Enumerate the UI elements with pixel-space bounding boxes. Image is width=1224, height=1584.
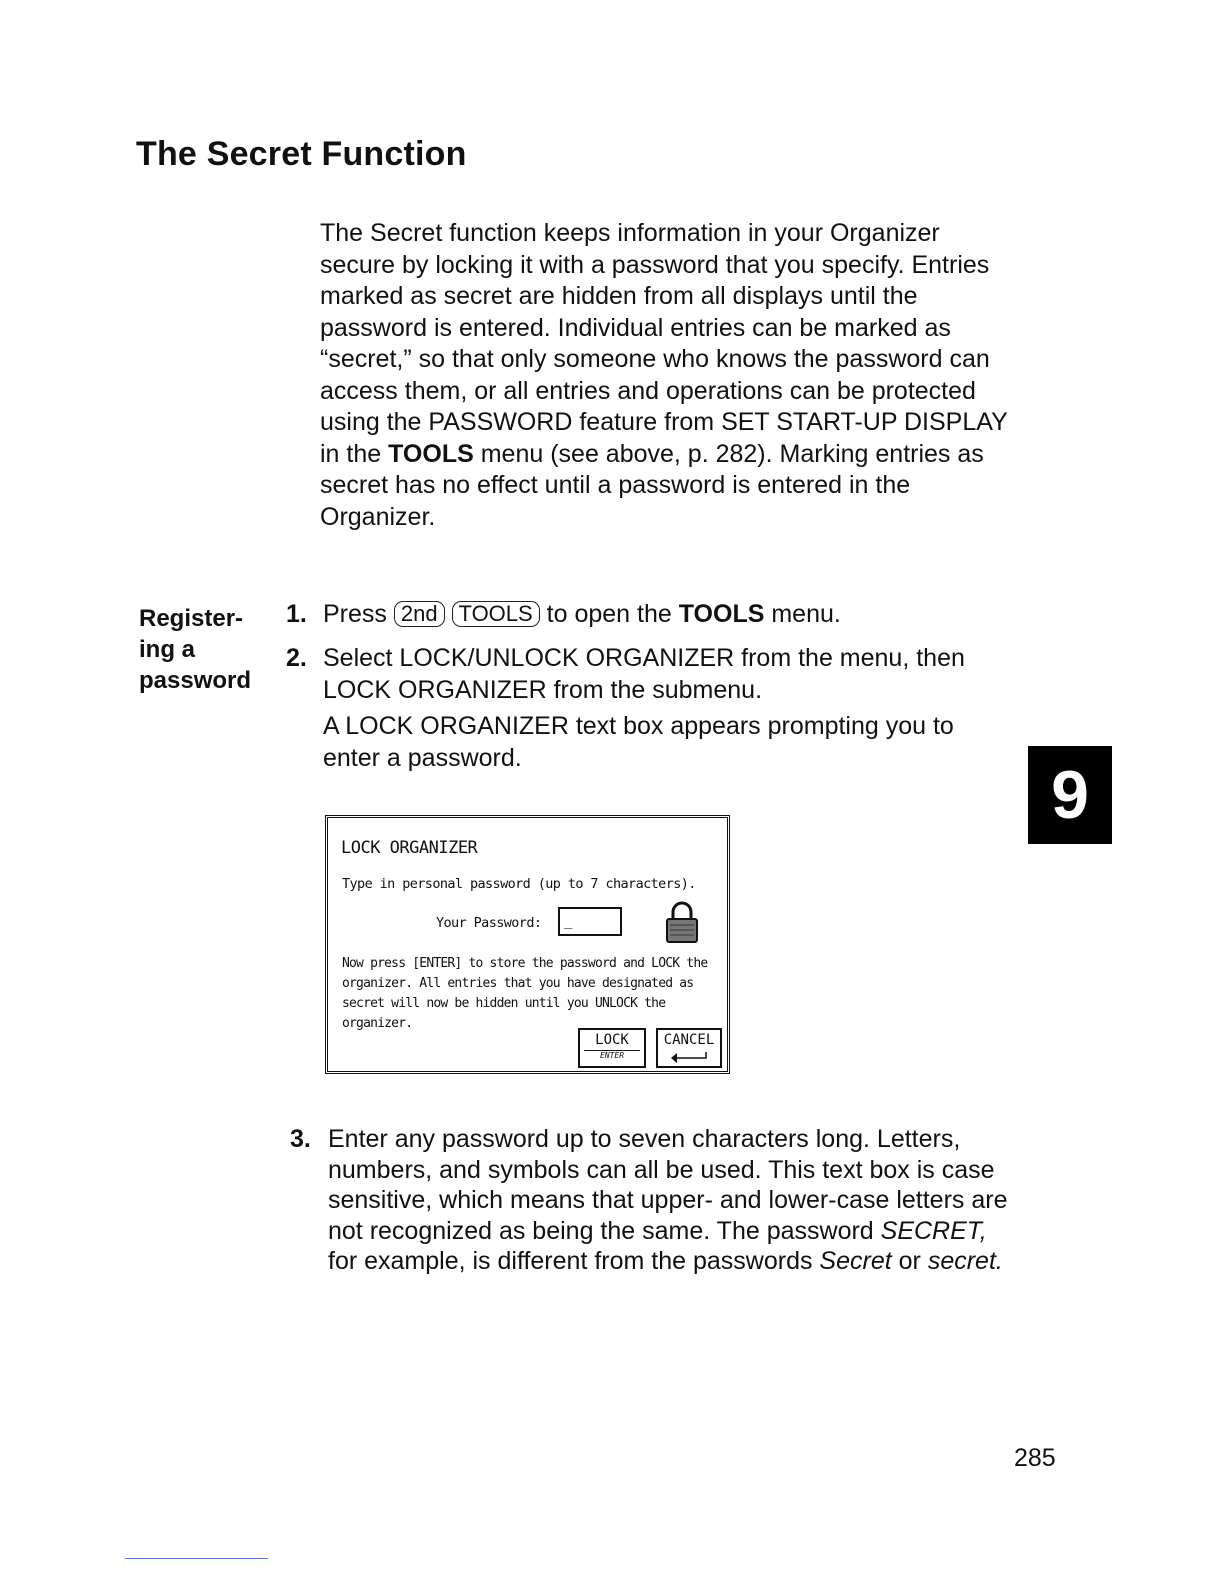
step-1-number: 1. [286, 600, 307, 628]
chapter-tab: 9 [1028, 746, 1112, 844]
lock-button-label: LOCK [595, 1032, 629, 1048]
intro-paragraph [320, 218, 1010, 533]
lock-button[interactable] [578, 1028, 646, 1068]
sidehead-line-1: Register- [139, 605, 244, 632]
screen-title: LOCK ORGANIZER [341, 838, 478, 858]
step-3 [290, 1124, 1020, 1277]
step-3-mid: for example, is different from the passwords [328, 1247, 820, 1275]
step-1 [286, 598, 1016, 630]
key-2nd: 2nd [394, 601, 445, 627]
lock-organizer-screen [325, 815, 730, 1074]
step-2-text: Select LOCK/UNLOCK ORGANIZER from the menu, then LOCK ORGANIZER from the submenu. [323, 644, 965, 704]
page-number: 285 [1014, 1444, 1056, 1472]
intro-text-2: menu (see above, p. 282). Marking entries as secret has no effect until a password is entered in the Organizer. [320, 439, 984, 531]
step-3-number: 3. [290, 1125, 311, 1153]
footer-rule [125, 1558, 268, 1559]
step-1-text [323, 598, 1016, 630]
sidehead-line-3: password [139, 667, 252, 694]
password-input[interactable]: _ [558, 907, 622, 936]
screen-instruction: Type in personal password (up to 7 characters). [342, 876, 696, 892]
step-1-pre: Press [323, 600, 394, 628]
intro-tools-bold: TOOLS [388, 439, 474, 468]
example-secret-title: Secret [819, 1247, 892, 1275]
page-title: The Secret Function [136, 135, 467, 173]
step-2-followup: A LOCK ORGANIZER text box appears prompting you to enter a password. [323, 712, 954, 772]
step-3-text [328, 1124, 1020, 1277]
intro-text-1: The Secret function keeps information in your Organizer secure by locking it with a password that you specify. Entries marked as secret are hidden from all displays until the password is entered. Individual entries can be marked as “secret,” so that only someone who knows the password can access them, or all entries and operations can be protected using the PASSWORD feature from SET START-UP DISPLAY in the [320, 219, 1008, 468]
step-1-tools-bold: TOOLS [678, 600, 765, 628]
step-1-mid: to open the [539, 600, 679, 628]
step-3-main: Enter any password up to seven characters long. Letters, numbers, and symbols can all be used. This text box is case sensitive, which means that upper- and lower-case letters are not recognized as being the same. The password [328, 1125, 1008, 1245]
step-2-number: 2. [286, 644, 307, 672]
cancel-button[interactable] [656, 1028, 722, 1068]
sidehead-line-2: ing a [139, 636, 196, 663]
step-2 [286, 642, 1016, 774]
password-label: Your Password: [436, 915, 542, 931]
lock-icon [664, 900, 700, 944]
cancel-button-label: CANCEL [663, 1032, 715, 1048]
screen-note: Now press [ENTER] to store the password and LOCK the organizer. All entries that you have designated as secret will now be hidden until you UNLOCK the organizer. [342, 956, 708, 1031]
key-tools: TOOLS [452, 601, 540, 627]
example-secret-lower: secret. [927, 1247, 1003, 1275]
section-sidehead [139, 603, 279, 696]
back-arrow-icon [668, 1050, 710, 1064]
enter-key-label: ENTER [584, 1050, 640, 1060]
step-1-post: menu. [764, 600, 841, 628]
example-secret-upper: SECRET, [880, 1216, 987, 1245]
step-3-or: or [891, 1247, 928, 1275]
